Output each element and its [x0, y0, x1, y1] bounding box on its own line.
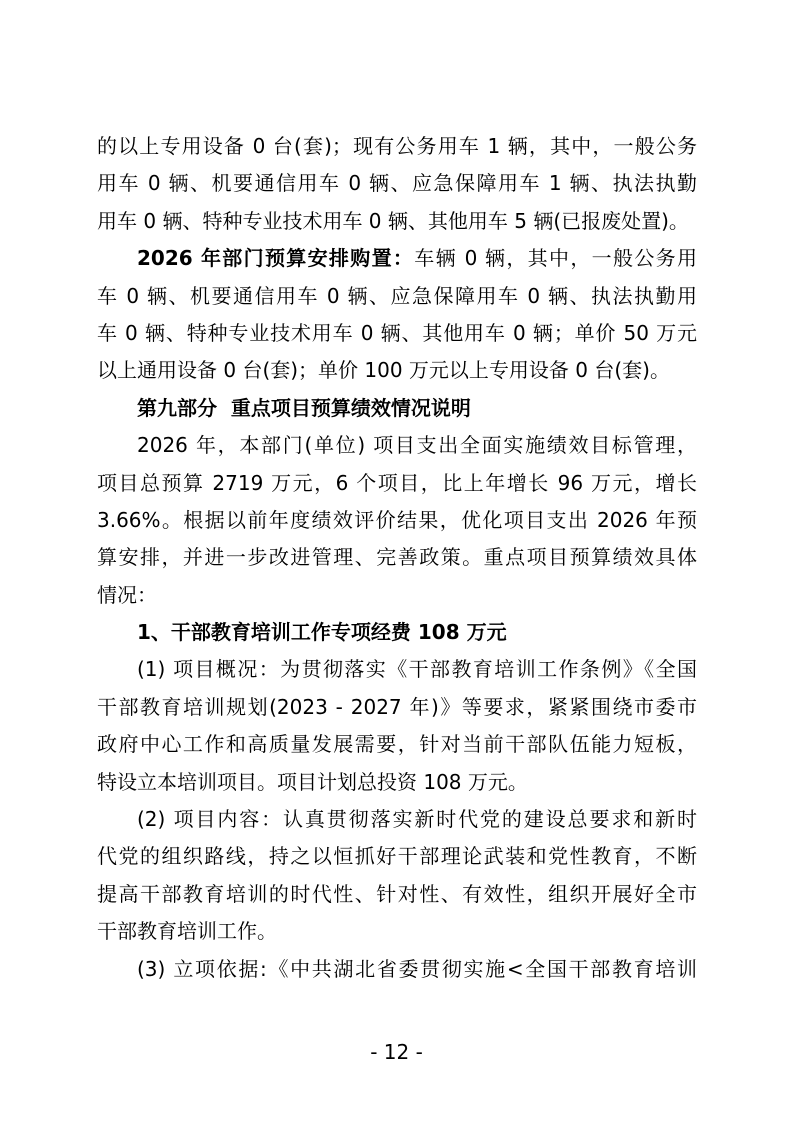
text-line: [97, 801, 697, 838]
text-line: [97, 876, 697, 913]
text-run: 干部教育培训规划(2023 - 2027 年)》等要求，紧紧围绕市委市: [97, 694, 697, 719]
text-run: 以上通用设备 0 台(套)；单价 100 万元以上专用设备 0 台(套)。: [97, 358, 670, 383]
para-current-assets-continued: [97, 128, 697, 240]
text-line: [97, 764, 697, 801]
text-line: [97, 539, 697, 576]
text-line: [97, 390, 697, 427]
page-number: - 12 -: [370, 1040, 423, 1064]
bold-text-run: 1、干部教育培训工作专项经费 108 万元: [137, 620, 507, 645]
text-run: 算安排，并进一步改进管理、完善政策。重点项目预算绩效具体: [97, 545, 697, 570]
text-line: [97, 838, 697, 875]
text-run: 情况：: [97, 582, 157, 607]
text-run: 车 0 辆、特种专业技术用车 0 辆、其他用车 0 辆；单价 50 万元: [97, 320, 697, 345]
text-line: [97, 614, 697, 651]
para-2026-procurement: [97, 240, 697, 390]
para-performance-overview: [97, 427, 697, 614]
text-line: [97, 427, 697, 464]
text-line: [97, 951, 697, 988]
text-run: 干部教育培训工作。: [97, 919, 277, 944]
text-run: (2) 项目内容：认真贯彻落实新时代党的建设总要求和新时: [137, 807, 697, 832]
text-run: 2026 年，本部门(单位) 项目支出全面实施绩效目标管理，: [137, 433, 697, 458]
text-line: [97, 352, 697, 389]
bold-text-run: 第九部分 重点项目预算绩效情况说明: [137, 395, 471, 420]
text-run: 代党的组织路线，持之以恒抓好干部理论武装和党性教育，不断: [97, 844, 697, 869]
text-line: [97, 913, 697, 950]
text-line: [97, 165, 697, 202]
subheading-project-1: [97, 614, 697, 651]
text-line: [97, 651, 697, 688]
text-run: 特设立本培训项目。项目计划总投资 108 万元。: [97, 769, 528, 794]
para-project1-basis: [97, 951, 697, 988]
text-run: 项目总预算 2719 万元，6 个项目，比上年增长 96 万元，增长: [97, 470, 697, 495]
text-line: [97, 278, 697, 315]
text-run: 3.66%。根据以前年度绩效评价结果，优化项目支出 2026 年预: [97, 507, 697, 532]
text-run: 政府中心工作和高质量发展需要，针对当前干部队伍能力短板，: [97, 732, 697, 757]
text-run: 车辆 0 辆，其中，一般公务用: [414, 246, 697, 271]
page-footer: [0, 1034, 793, 1071]
text-line: [97, 465, 697, 502]
text-line: [97, 577, 697, 614]
heading-part-nine: [97, 390, 697, 427]
text-line: [97, 689, 697, 726]
para-project1-overview: [97, 651, 697, 801]
text-line: [97, 315, 697, 352]
text-run: 用车 0 辆、机要通信用车 0 辆、应急保障用车 1 辆、执法执勤: [97, 171, 697, 196]
bold-text-run: 2026 年部门预算安排购置：: [137, 246, 415, 271]
text-run: 提高干部教育培训的时代性、针对性、有效性，组织开展好全市: [97, 881, 697, 906]
text-line: [97, 240, 697, 277]
para-project1-content: [97, 801, 697, 951]
text-run: (1) 项目概况：为贯彻落实《干部教育培训工作条例》《全国: [137, 657, 697, 682]
text-line: [97, 726, 697, 763]
text-run: 车 0 辆、机要通信用车 0 辆、应急保障用车 0 辆、执法执勤用: [97, 283, 697, 308]
text-run: 用车 0 辆、特种专业技术用车 0 辆、其他用车 5 辆(已报废处置)。: [97, 208, 689, 233]
text-line: [97, 502, 697, 539]
document-body: [97, 128, 697, 988]
text-line: [97, 128, 697, 165]
text-line: [97, 203, 697, 240]
text-run: (3) 立项依据:《中共湖北省委贯彻实施<全国干部教育培训: [137, 956, 697, 981]
text-run: 的以上专用设备 0 台(套)；现有公务用车 1 辆，其中，一般公务: [97, 134, 697, 158]
